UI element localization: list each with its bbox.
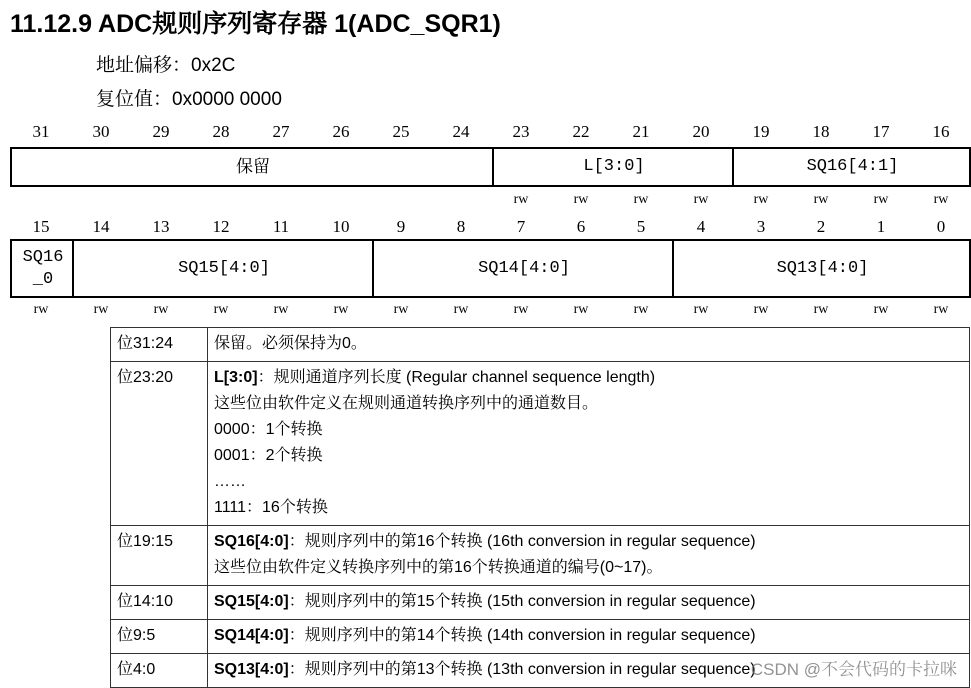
bit-number: 28 bbox=[212, 122, 230, 141]
description-line bbox=[214, 589, 963, 615]
description-line bbox=[214, 623, 963, 649]
bit-number: 5 bbox=[636, 217, 646, 236]
bit-range: 位23:20 bbox=[111, 362, 208, 526]
bit-number: 22 bbox=[572, 122, 590, 141]
description-text: 这些位由软件定义转换序列中的第16个转换通道的编号(0~17)。 bbox=[214, 559, 663, 576]
bit-number: 6 bbox=[576, 217, 586, 236]
field-sq15: SQ15[4:0] bbox=[72, 241, 374, 296]
bit-number: 31 bbox=[32, 122, 50, 141]
access-type: rw bbox=[453, 302, 469, 317]
bit-number: 20 bbox=[692, 122, 710, 141]
bit-number: 29 bbox=[152, 122, 170, 141]
table-row bbox=[111, 526, 970, 586]
access-type: rw bbox=[813, 302, 829, 317]
bit-number: 9 bbox=[396, 217, 406, 236]
bit-description bbox=[208, 586, 970, 620]
access-type: rw bbox=[93, 302, 109, 317]
access-type: rw bbox=[213, 302, 229, 317]
upper-register-box bbox=[10, 147, 971, 187]
bit-number: 30 bbox=[92, 122, 110, 141]
field-sq16-high: SQ16[4:1] bbox=[732, 149, 971, 185]
bit-number: 1 bbox=[876, 217, 886, 236]
bit-range: 位14:10 bbox=[111, 586, 208, 620]
field-sq13: SQ13[4:0] bbox=[672, 241, 971, 296]
table-row bbox=[111, 362, 970, 526]
description-line bbox=[214, 331, 963, 357]
access-type: rw bbox=[753, 302, 769, 317]
description-text: ：规则序列中的第13个转换 (13th conversion in regular sequence) bbox=[288, 661, 756, 678]
bit-number: 2 bbox=[816, 217, 826, 236]
access-type: rw bbox=[693, 192, 709, 207]
bit-number: 13 bbox=[152, 217, 170, 236]
bit-number: 11 bbox=[272, 217, 290, 236]
description-line bbox=[214, 391, 963, 417]
bit-number: 23 bbox=[512, 122, 530, 141]
field-sq16-low: SQ16 _0 bbox=[22, 247, 64, 289]
bit-description bbox=[208, 362, 970, 526]
bit-number: 17 bbox=[872, 122, 890, 141]
description-line bbox=[214, 469, 963, 495]
access-type: rw bbox=[933, 192, 949, 207]
access-type: rw bbox=[633, 302, 649, 317]
bit-range: 位31:24 bbox=[111, 328, 208, 362]
access-type: rw bbox=[153, 302, 169, 317]
description-text: 0001：2个转换 bbox=[214, 447, 323, 464]
description-text: ：规则序列中的第14个转换 (14th conversion in regular sequence) bbox=[288, 627, 756, 644]
field-l: L[3:0] bbox=[492, 149, 734, 185]
bit-number: 25 bbox=[392, 122, 410, 141]
description-line bbox=[214, 495, 963, 521]
access-type: rw bbox=[933, 302, 949, 317]
bit-description bbox=[208, 328, 970, 362]
bit-description-table bbox=[110, 327, 970, 688]
field-sq14: SQ14[4:0] bbox=[372, 241, 674, 296]
access-type: rw bbox=[813, 192, 829, 207]
bit-description bbox=[208, 526, 970, 586]
bit-number: 16 bbox=[932, 122, 950, 141]
bit-number: 15 bbox=[32, 217, 50, 236]
table-row bbox=[111, 328, 970, 362]
lower-register-box bbox=[10, 239, 971, 298]
bit-range: 位9:5 bbox=[111, 620, 208, 654]
address-offset: 地址偏移：0x2C bbox=[96, 55, 236, 76]
bit-number: 21 bbox=[632, 122, 650, 141]
access-type: rw bbox=[633, 192, 649, 207]
page-title: 11.12.9 ADC规则序列寄存器 1(ADC_SQR1) bbox=[10, 10, 501, 38]
bit-number: 0 bbox=[936, 217, 946, 236]
access-type: rw bbox=[333, 302, 349, 317]
description-line bbox=[214, 443, 963, 469]
bit-number: 12 bbox=[212, 217, 230, 236]
access-type: rw bbox=[873, 302, 889, 317]
reset-value: 复位值：0x0000 0000 bbox=[96, 89, 282, 110]
field-name: SQ15[4:0] bbox=[214, 593, 289, 610]
description-text: 保留。必须保持为0。 bbox=[214, 335, 367, 352]
description-text: ：规则序列中的第15个转换 (15th conversion in regular sequence) bbox=[288, 593, 756, 610]
access-type: rw bbox=[573, 192, 589, 207]
bit-range: 位4:0 bbox=[111, 654, 208, 688]
bit-number: 19 bbox=[752, 122, 770, 141]
bit-number: 8 bbox=[456, 217, 466, 236]
access-type: rw bbox=[393, 302, 409, 317]
field-name: SQ14[4:0] bbox=[214, 627, 289, 644]
description-text: ：规则序列中的第16个转换 (16th conversion in regular sequence) bbox=[288, 533, 756, 550]
description-text: 1111：16个转换 bbox=[214, 499, 328, 516]
description-text: 0000：1个转换 bbox=[214, 421, 323, 438]
access-type: rw bbox=[573, 302, 589, 317]
access-type: rw bbox=[753, 192, 769, 207]
description-text: ：规则通道序列长度 (Regular channel sequence length) bbox=[257, 369, 656, 386]
access-type: rw bbox=[513, 192, 529, 207]
access-type: rw bbox=[513, 302, 529, 317]
description-line bbox=[214, 529, 963, 555]
watermark: CSDN @不会代码的卡拉咪 bbox=[750, 660, 957, 679]
description-line bbox=[214, 555, 963, 581]
bit-number: 14 bbox=[92, 217, 110, 236]
bit-number: 26 bbox=[332, 122, 350, 141]
access-type: rw bbox=[873, 192, 889, 207]
field-reserved: 保留 bbox=[236, 157, 270, 177]
table-row bbox=[111, 586, 970, 620]
field-name: L[3:0] bbox=[214, 369, 258, 386]
access-type: rw bbox=[33, 302, 49, 317]
bit-number: 7 bbox=[516, 217, 526, 236]
bit-number: 3 bbox=[756, 217, 766, 236]
description-text: 这些位由软件定义在规则通道转换序列中的通道数目。 bbox=[214, 395, 599, 412]
access-type: rw bbox=[693, 302, 709, 317]
field-name: SQ13[4:0] bbox=[214, 661, 289, 678]
field-name: SQ16[4:0] bbox=[214, 533, 289, 550]
bit-number: 27 bbox=[272, 122, 290, 141]
bit-description bbox=[208, 620, 970, 654]
bit-number: 18 bbox=[812, 122, 830, 141]
access-type: rw bbox=[273, 302, 289, 317]
bit-number: 10 bbox=[332, 217, 350, 236]
bit-range: 位19:15 bbox=[111, 526, 208, 586]
description-line bbox=[214, 417, 963, 443]
bit-number: 4 bbox=[696, 217, 706, 236]
bit-number: 24 bbox=[452, 122, 470, 141]
description-line bbox=[214, 365, 963, 391]
description-text: …… bbox=[214, 473, 246, 490]
table-row bbox=[111, 620, 970, 654]
